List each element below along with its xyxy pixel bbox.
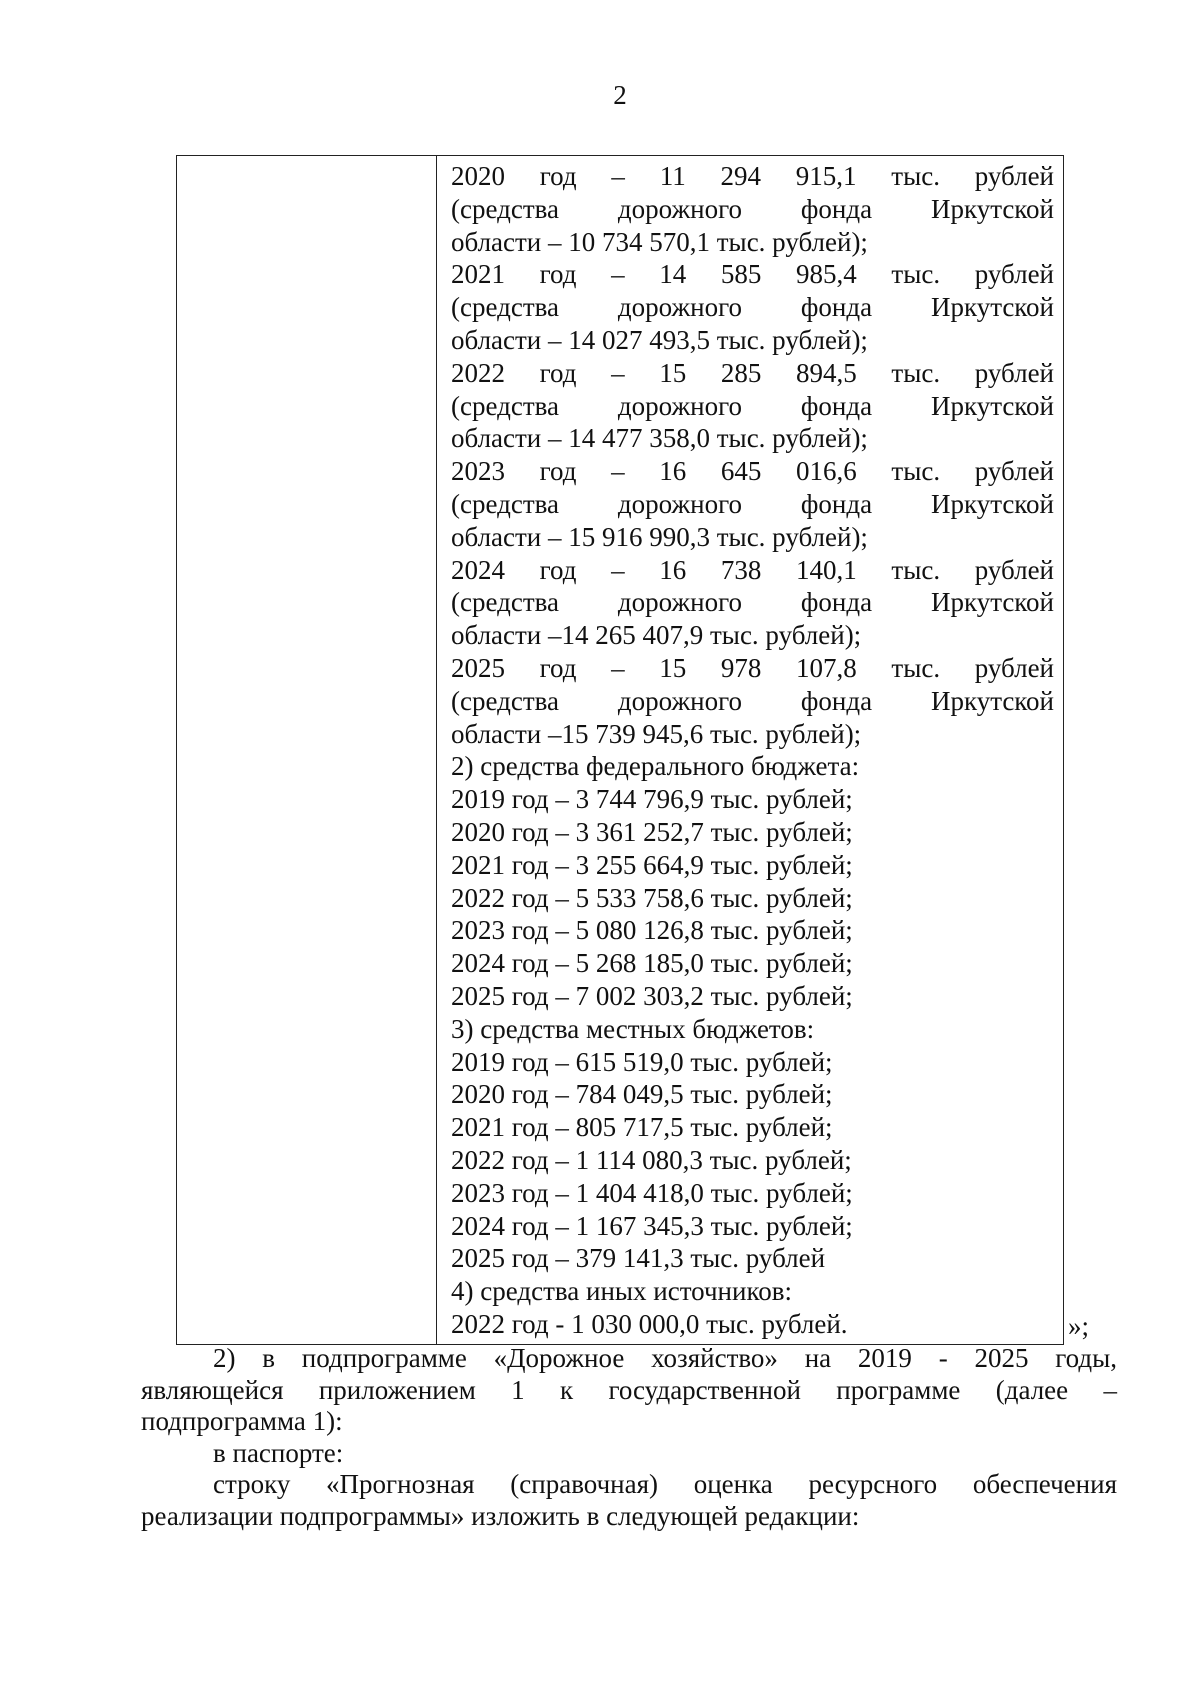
table-cell-line: (средства дорожного фонда Иркутской [451,292,1054,323]
table-cell-line: области –15 739 945,6 тыс. рублей); [451,718,862,749]
table-cell-line: 2019 год – 615 519,0 тыс. рублей; [451,1046,833,1077]
table-cell-line: области – 14 027 493,5 тыс. рублей); [451,324,868,355]
table-cell-line: области –14 265 407,9 тыс. рублей); [451,620,862,651]
table-cell-line: 2020 год – 11 294 915,1 тыс. рублей [451,161,1054,191]
table-cell-line: 2021 год – 14 585 985,4 тыс. рублей [451,259,1054,290]
table-cell-line: 2021 год – 805 717,5 тыс. рублей; [451,1112,833,1143]
table-cell-line: 3) средства местных бюджетов: [451,1013,815,1044]
paragraph-line: строку «Прогнозная (справочная) оценка ресурсного обеспечения [213,1469,1117,1499]
table-cell-line: 2022 год - 1 030 000,0 тыс. рублей. [451,1308,848,1339]
table-cell-line: 2023 год – 1 404 418,0 тыс. рублей; [451,1177,853,1208]
table-cell-line: (средства дорожного фонда Иркутской [451,390,1054,421]
table-cell-line: (средства дорожного фонда Иркутской [451,488,1054,519]
table-cell-line: области – 14 477 358,0 тыс. рублей); [451,423,868,454]
paragraph-line: реализации подпрограммы» изложить в следующей редакции: [141,1500,860,1531]
table-cell-line: 2022 год – 5 533 758,6 тыс. рублей; [451,882,853,913]
table-cell-line: (средства дорожного фонда Иркутской [451,587,1054,618]
table-cell-line: 2024 год – 5 268 185,0 тыс. рублей; [451,948,853,979]
table-cell-line: (средства дорожного фонда Иркутской [451,685,1054,716]
table-cell-line: 2) средства федерального бюджета: [451,751,860,782]
table-cell-line: 2023 год – 16 645 016,6 тыс. рублей [451,456,1054,487]
table-left-cell [177,156,437,1344]
table-cell-line: 2025 год – 15 978 107,8 тыс. рублей [451,652,1054,683]
paragraph-line: являющейся приложением 1 к государственной программе (далее – [141,1374,1117,1405]
table-cell-line: (средства дорожного фонда Иркутской [451,193,1054,224]
table-cell-line: 2019 год – 3 744 796,9 тыс. рублей; [451,784,853,815]
page-number: 2 [613,80,627,110]
paragraph-line: подпрограмма 1): [141,1406,343,1436]
table-cell-line: 2020 год – 3 361 252,7 тыс. рублей; [451,816,853,847]
table-cell-line: области – 15 916 990,3 тыс. рублей); [451,521,868,552]
table-cell-line: 2023 год – 5 080 126,8 тыс. рублей; [451,915,853,946]
table-cell-line: 2024 год – 1 167 345,3 тыс. рублей; [451,1210,853,1241]
table-cell-line: 2020 год – 784 049,5 тыс. рублей; [451,1079,833,1110]
paragraph-line: 2) в подпрограмме «Дорожное хозяйство» на 2019 - 2025 годы, [213,1343,1117,1373]
table-cell-line: 2025 год – 379 141,3 тыс. рублей [451,1243,826,1274]
funding-table [176,155,1064,1345]
table-cell-line: 2024 год – 16 738 140,1 тыс. рублей [451,554,1054,585]
closing-quote: »; [1068,1311,1090,1341]
table-cell-line: 2025 год – 7 002 303,2 тыс. рублей; [451,980,853,1011]
body-paragraphs [141,1343,1117,1532]
table-right-cell [451,160,1054,1341]
table-cell-line: 4) средства иных источников: [451,1276,792,1307]
table-cell-line: 2021 год – 3 255 664,9 тыс. рублей; [451,849,853,880]
table-cell-line: области – 10 734 570,1 тыс. рублей); [451,226,868,257]
table-cell-line: 2022 год – 1 114 080,3 тыс. рублей; [451,1144,852,1175]
table-cell-line: 2022 год – 15 285 894,5 тыс. рублей [451,357,1054,388]
paragraph-line: в паспорте: [213,1437,344,1468]
